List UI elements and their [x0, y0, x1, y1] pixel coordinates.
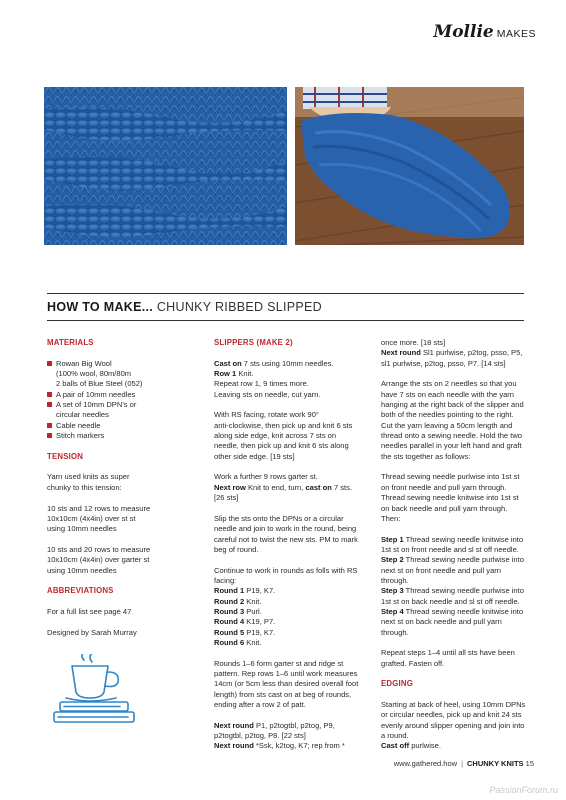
text-line: grafted. Fasten off.	[381, 658, 445, 668]
column-slippers	[214, 338, 366, 752]
text-line: 14cm (or 5cm less than desired overall foot	[214, 679, 359, 689]
text-line: the sts together as follows:	[381, 451, 471, 461]
text-line: 1st st on front needle and sl st off needle.	[381, 544, 519, 554]
text-line: Repeat row 1, 9 times more.	[214, 379, 309, 389]
text-line: both of the needles pointing to the right.	[381, 410, 514, 420]
steps-block	[381, 535, 531, 638]
text: 7 sts.	[331, 482, 353, 492]
round-line	[214, 638, 366, 648]
round-line	[214, 597, 366, 607]
watermark: PassionForum.ru	[489, 785, 558, 795]
row1-line	[214, 369, 366, 379]
bold-label: Step 3	[381, 586, 404, 596]
edging-heading: EDGING	[381, 679, 413, 689]
tension-heading: TENSION	[47, 451, 84, 461]
section-title	[47, 300, 322, 314]
abbreviations-heading: ABBREVIATIONS	[47, 586, 114, 596]
title-bold: HOW TO MAKE...	[47, 300, 154, 314]
step-line	[381, 586, 531, 596]
text-line: Cut the yarn leaving a 50cm length and	[381, 420, 513, 430]
text-line: length) from sts cast on at beg of rounds,	[214, 689, 352, 699]
text: Knit to end, turn,	[245, 482, 306, 492]
title-light: CHUNKY RIBBED SLIPPED	[153, 300, 322, 314]
text-line: sl1 purlwise, p2tog, psso, P7. [14 sts]	[381, 358, 506, 368]
text-line: chunky to this tension:	[47, 482, 122, 492]
text: Purl.	[244, 606, 262, 616]
bold-label: Round 1	[214, 586, 245, 596]
text-line: on back needle and pull yarn through.	[381, 503, 508, 513]
round-line	[214, 617, 366, 627]
step-line	[381, 555, 531, 565]
text-line: Yarn used knits as super	[47, 472, 130, 482]
text: P1, p2togtbl, p2tog, P9,	[253, 720, 335, 730]
materials-item	[47, 390, 197, 400]
text: Knit.	[236, 369, 254, 379]
rounds-block	[214, 566, 366, 649]
text-line: on front needle and pull yarn through.	[381, 482, 507, 492]
text-line: Repeat steps 1–4 until all sts have been	[381, 648, 515, 658]
text-line: a round.	[381, 731, 409, 741]
brand-logo	[433, 22, 536, 42]
materials-line: (100% wool, 80m/80m	[56, 369, 132, 379]
bold-label: Next round	[214, 741, 254, 751]
materials-line: A pair of 10mm needles	[56, 389, 136, 399]
text-line: through.	[381, 575, 409, 585]
bold-label: Round 4	[214, 617, 245, 627]
rs-facing-para	[214, 410, 366, 462]
tension-intro	[47, 472, 197, 493]
text-line: Leaving sts on needle, cut yarn.	[214, 389, 321, 399]
text: Thread sewing needle purlwise into	[403, 586, 524, 596]
footer-url: www.gathered.how	[393, 759, 458, 768]
text-line: through.	[381, 627, 409, 637]
next-round-line	[214, 741, 366, 751]
bold-label: Step 1	[381, 534, 404, 544]
column-grafting	[381, 338, 531, 752]
step-line	[381, 607, 531, 617]
text-line: Work a further 9 rows garter st.	[214, 472, 318, 482]
text-line: anti-clockwise, then pick up and knit 6 sts	[214, 420, 353, 430]
text-line: Continue to work in rounds as folls with RS	[214, 565, 358, 575]
page-number: 15	[525, 759, 534, 768]
bold-label: cast on	[305, 482, 332, 492]
materials-line: Cable needle	[56, 420, 101, 430]
tension-garter	[47, 545, 197, 576]
text-line: using 10mm needles	[47, 524, 117, 534]
text-line: or circular needles, pick up and knit 24 sts	[381, 710, 522, 720]
round-line	[214, 586, 366, 596]
text-line: 10 sts and 20 rows to measure	[47, 544, 151, 554]
bold-label: Step 4	[381, 606, 404, 616]
text: P19, K7.	[244, 627, 276, 637]
text-line: facing:	[214, 575, 237, 585]
slipper-photo	[295, 87, 524, 245]
text-line: next st on front needle and pull yarn	[381, 565, 501, 575]
next-round-line	[214, 721, 366, 731]
text: Thread sewing needle knitwise into	[403, 534, 524, 544]
text-line: careful not to twist the new sts. PM to mark	[214, 534, 358, 544]
designer-credit: Designed by Sarah Murray	[47, 627, 137, 637]
bold-label: Round 3	[214, 606, 245, 616]
text-line: next st on back needle and pull yarn	[381, 617, 502, 627]
brand-caps: MAKES	[496, 28, 536, 40]
materials-line: Stitch markers	[56, 431, 105, 441]
materials-item	[47, 400, 197, 421]
text-line: Starting at back of heel, using 10mm DPNs	[381, 700, 526, 710]
text: P19, K7.	[244, 586, 276, 596]
materials-item	[47, 431, 197, 441]
text-line: Rounds 1–6 form garter st and ridge st	[214, 658, 344, 668]
text-line: once more. [18 sts]	[381, 338, 446, 347]
text-line: Arrange the sts on 2 needles so that you	[381, 379, 517, 389]
next-round-line	[381, 348, 531, 358]
bold-label: Row 1	[214, 369, 237, 379]
text: Thread sewing needle purlwise into	[403, 555, 524, 565]
materials-line: A set of 10mm DPN’s or	[56, 400, 137, 410]
text-line: Slip the sts onto the DPNs or a circular	[214, 513, 344, 523]
materials-list	[47, 359, 197, 442]
text-line: 1st st on back needle and sl st off needle.	[381, 596, 520, 606]
text: K19, P7.	[244, 617, 276, 627]
text: 7 sts using 10mm needles.	[241, 358, 334, 368]
text: Knit.	[244, 637, 262, 647]
text-line: have 7 sts on each needle with the yarn	[381, 389, 514, 399]
bold-label: Cast on	[214, 358, 242, 368]
bold-label: Next round	[214, 720, 254, 730]
text-line: ending after a row 2 of patt.	[214, 700, 306, 710]
materials-line: Rowan Big Wool	[56, 358, 112, 368]
slip-para	[214, 514, 366, 555]
bold-label: Step 2	[381, 555, 404, 565]
footer-section: CHUNKY KNITS	[467, 759, 524, 768]
text-line: Thread sewing needle purlwise into 1st st	[381, 472, 520, 482]
text: Sl1 purlwise, p2tog, psso, P5,	[420, 348, 523, 358]
bold-label: Round 5	[214, 627, 245, 637]
materials-item	[47, 359, 197, 390]
text-line: along side edge, knit across 7 sts on	[214, 431, 337, 441]
abbreviations-text: For a full list see page 47	[47, 606, 132, 616]
slippers-heading: SLIPPERS (MAKE 2)	[214, 338, 293, 347]
materials-line: 2 balls of Blue Steel (052)	[56, 379, 143, 389]
rounds-pattern-para	[214, 659, 366, 711]
round-line	[214, 607, 366, 617]
text-line: Thread sewing needle knitwise into 1st st	[381, 493, 519, 503]
bold-label: Next row	[214, 482, 246, 492]
knitting-texture	[44, 87, 287, 245]
text-line: hanging at the right back of the slipper and	[381, 400, 524, 410]
page-footer	[394, 759, 534, 768]
brand-script: Mollie	[433, 22, 494, 42]
text-line: using 10mm needles	[47, 565, 117, 575]
repeat-para	[381, 648, 531, 669]
bottom-rule	[47, 320, 524, 321]
text-line: pattern. Rep rows 1–6 until work measures	[214, 669, 358, 678]
text-line: needle and join to work in the round, being	[214, 524, 357, 534]
materials-line: circular needles	[56, 410, 109, 420]
text-line: evenly around slipper opening and join into	[381, 720, 525, 730]
text: *Ssk, k2tog, K7; rep from *	[253, 741, 345, 751]
cast-on-line	[214, 359, 366, 369]
thread-para	[381, 472, 531, 524]
arrange-para	[381, 379, 531, 462]
bold-label: Round 6	[214, 637, 245, 647]
text-line: With RS facing, rotate work 90°	[214, 410, 319, 420]
bold-label: Cast off	[381, 741, 410, 751]
teacup-books-icon	[50, 654, 150, 730]
column-materials	[47, 338, 197, 648]
next-row-line	[214, 483, 366, 493]
text: Thread sewing needle knitwise into	[403, 606, 524, 616]
text-line: thread onto a sewing needle. Hold the two	[381, 431, 522, 441]
text-line: [26 sts]	[214, 493, 239, 503]
footer-separator: |	[461, 759, 464, 768]
top-rule	[47, 293, 524, 294]
text-line: other side edge. [19 sts]	[214, 451, 295, 461]
materials-heading: MATERIALS	[47, 338, 94, 347]
round-line	[214, 628, 366, 638]
text-line: 10x10cm (4x4in) over garter st	[47, 555, 150, 565]
bold-label: Round 2	[214, 596, 245, 606]
text-line: beg of round.	[214, 544, 259, 554]
cast-off-line	[381, 741, 531, 751]
text-line: 10 sts and 12 rows to measure	[47, 503, 151, 513]
step-line	[381, 535, 531, 545]
tension-stst	[47, 504, 197, 535]
text-line: needles parallel in your left hand and graft	[381, 441, 522, 451]
text-line: needle, then pick up and knit 6 sts along	[214, 441, 349, 451]
materials-item	[47, 421, 197, 431]
text: Knit.	[244, 596, 262, 606]
slipper-illustration	[295, 87, 524, 245]
text-line: 10x10cm (4x4in) over st st	[47, 513, 136, 523]
text-line: p2togtbl, p2tog, P8. [22 sts]	[214, 731, 306, 741]
text: purlwise.	[409, 741, 441, 751]
knitting-closeup-photo	[44, 87, 287, 245]
bold-label: Next round	[381, 348, 421, 358]
text-line: Then:	[381, 513, 401, 523]
